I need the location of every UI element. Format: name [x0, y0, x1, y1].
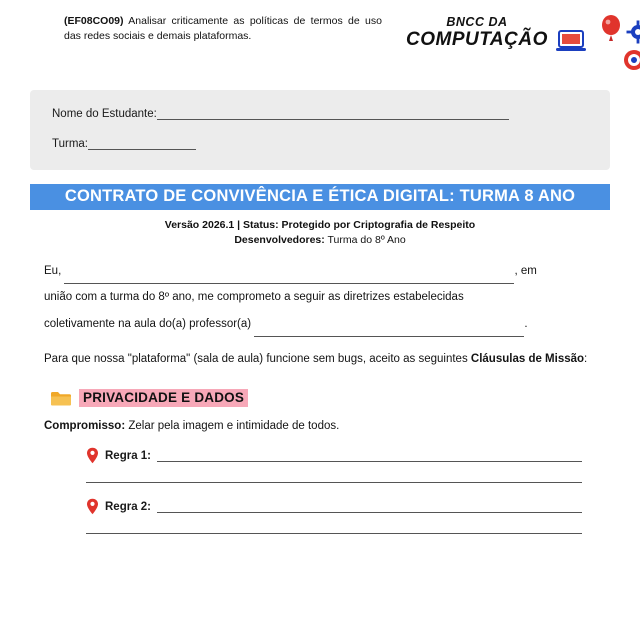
- brand-area: [402, 14, 640, 74]
- intro-line-3-end: .: [524, 317, 528, 330]
- pin-icon: [86, 498, 99, 515]
- rule-2-continuation-row: [44, 532, 596, 534]
- student-name-row: [52, 108, 588, 120]
- rule-1-label: Regra 1:: [105, 449, 152, 462]
- contract-body: [0, 258, 640, 534]
- student-class-row: [52, 138, 588, 150]
- commitment-label: Compromisso:: [44, 420, 126, 433]
- brand-line-2: COMPUTAÇÃO: [406, 28, 548, 50]
- clauses-bold-1: Cláusulas: [470, 353, 526, 366]
- clauses-text-end: :: [584, 353, 588, 366]
- skill-code: (EF08CO09): [64, 15, 124, 27]
- teacher-name-input[interactable]: [254, 326, 524, 337]
- clauses-paragraph: [44, 349, 596, 371]
- brand-line-1: BNCC DA: [446, 15, 508, 29]
- rule-2-continuation-input[interactable]: [86, 532, 582, 534]
- student-name-input[interactable]: [157, 108, 509, 120]
- intro-comma: , em: [514, 265, 537, 277]
- clauses-text-start: Para que nossa "plataforma" (sala de aula) funcione sem bugs, aceito as seguintes: [44, 353, 468, 366]
- skill-text: Analisar criticamente as políticas de termos de uso das redes sociais e demais plataformas.: [64, 15, 382, 43]
- rule-row-2: [44, 498, 596, 515]
- intro-line-2: união com a turma do 8º ano, me comprometo a seguir as diretrizes estabelecidas: [44, 291, 464, 304]
- rule-row-1: [44, 447, 596, 464]
- rule-2-label: Regra 2:: [105, 500, 152, 513]
- contract-title: CONTRATO DE CONVIVÊNCIA E ÉTICA DIGITAL: TURMA 8 ANO: [30, 184, 610, 210]
- pin-icon: [86, 447, 99, 464]
- rule-1-continuation-input[interactable]: [86, 481, 582, 483]
- folder-icon: [50, 390, 72, 407]
- target-icon: [622, 48, 640, 77]
- laptop-icon: [554, 28, 588, 61]
- version-status-line: Versão 2026.1 | Status: Protegido por Criptografia de Respeito: [164, 219, 476, 231]
- student-info-box: [30, 90, 610, 170]
- section-title: PRIVACIDADE E DADOS: [79, 389, 248, 407]
- student-name-label: Nome do Estudante:: [52, 108, 157, 120]
- rule-1-input[interactable]: [157, 450, 582, 462]
- signatory-name-input[interactable]: [64, 273, 514, 284]
- balloon-icon: [598, 14, 624, 47]
- commitment-row: [44, 420, 596, 432]
- document-header: [0, 0, 640, 84]
- header-icon-cluster: [554, 16, 640, 74]
- student-class-input[interactable]: [88, 138, 196, 150]
- student-class-label: Turma:: [52, 138, 88, 150]
- skill-descriptor: [64, 14, 382, 44]
- rule-1-continuation-row: [44, 481, 596, 483]
- gear-icon: [626, 20, 640, 49]
- developers-line: [0, 234, 640, 246]
- rule-2-input[interactable]: [157, 501, 582, 513]
- developers-value: Turma do 8º Ano: [327, 234, 406, 246]
- clauses-bold-2: de Missão: [528, 353, 585, 366]
- developers-label: Desenvolvedores:: [234, 234, 325, 246]
- brand-logo: [402, 16, 548, 49]
- intro-line-3-start: coletivamente na aula do(a) professor(a): [44, 317, 252, 330]
- section-header: [44, 389, 596, 407]
- commitment-text: Zelar pela imagem e intimidade de todos.: [128, 420, 340, 433]
- intro-paragraph: [44, 258, 596, 337]
- intro-start: Eu,: [44, 265, 62, 277]
